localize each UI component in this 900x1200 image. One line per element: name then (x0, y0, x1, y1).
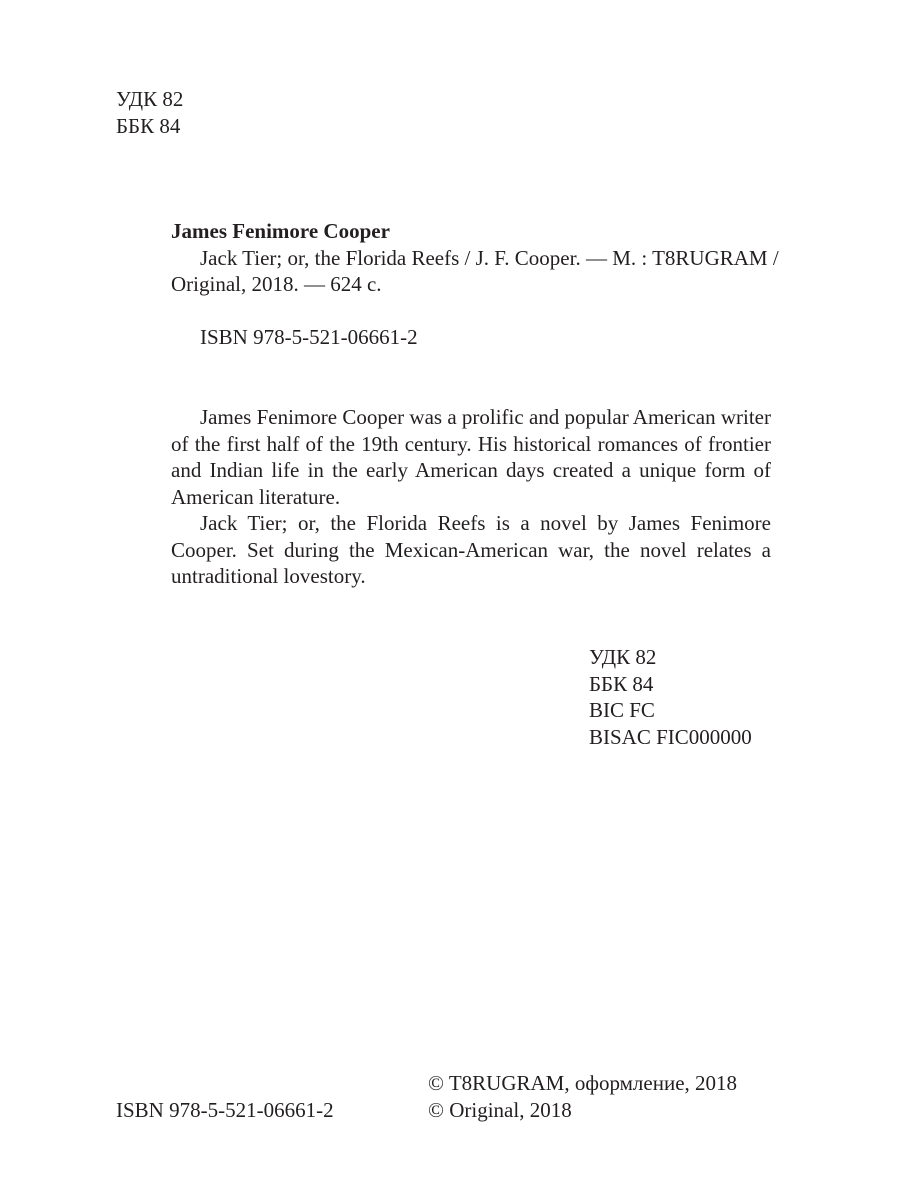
copyright-original: © Original, 2018 (428, 1097, 572, 1122)
bibliographic-description: Jack Tier; or, the Florida Reefs / J. F. Cooper. — M. : T8RUGRAM / (200, 245, 779, 270)
copyright-block (428, 1070, 737, 1123)
isbn-entry (200, 324, 418, 351)
classification-top (116, 86, 183, 139)
isbn-number: ISBN 978-5-521-06661-2 (116, 1098, 334, 1122)
classification-codes (589, 644, 752, 750)
bic-code: BIC FC (589, 698, 655, 722)
annotation-paragraph: Jack Tier; or, the Florida Reefs is a novel by James Fenimore Cooper. Set during the Mexican-American war, the novel relates a untraditional lovestory. (171, 511, 771, 588)
udk-code: УДК 82 (589, 645, 657, 669)
annotation-paragraph: James Fenimore Cooper was a prolific and popular American writer of the first half of the 19th century. His historical romances of frontier and Indian life in the early American days created a unique form of American literature. (171, 405, 771, 509)
isbn-footer (116, 1097, 334, 1124)
bisac-code: BISAC FIC000000 (589, 724, 752, 749)
author-name: James Fenimore Cooper (171, 219, 390, 243)
annotation (171, 404, 771, 590)
bbk-code: ББК 84 (589, 671, 654, 696)
copyright-design: © T8RUGRAM, оформление, 2018 (428, 1071, 738, 1095)
bbk-code: ББК 84 (116, 113, 181, 138)
isbn-number: ISBN 978-5-521-06661-2 (200, 325, 418, 349)
bibliographic-description-continued: Original, 2018. — 624 c. (171, 272, 382, 296)
catalog-entry (171, 218, 779, 298)
udk-code: УДК 82 (116, 87, 184, 111)
